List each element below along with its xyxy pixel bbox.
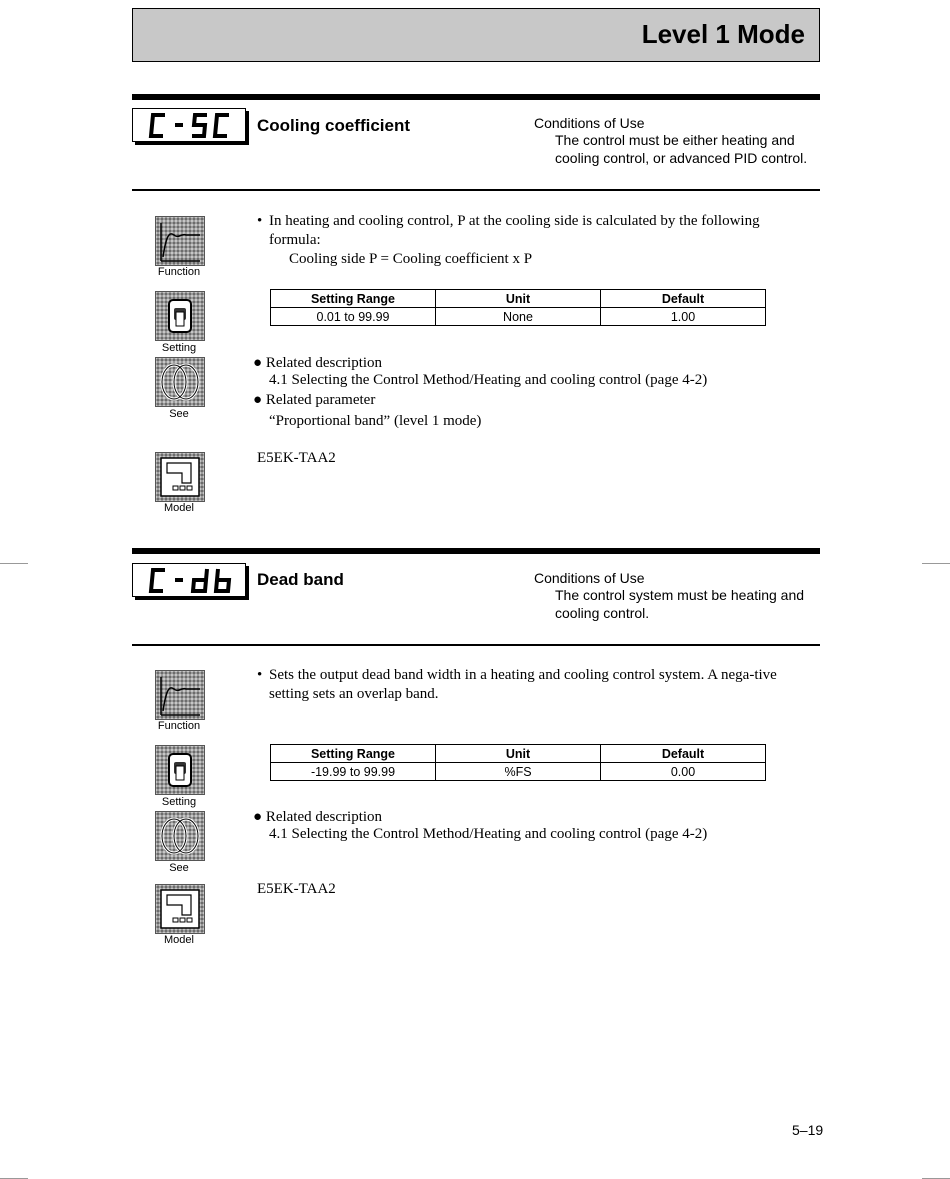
display-code-c-db	[133, 564, 245, 596]
model-name: E5EK-TAA2	[257, 450, 336, 466]
conditions-text: The control must be either heating and cooling control, or advanced PID control.	[555, 132, 808, 166]
function-icon-label: Function	[157, 720, 201, 732]
section-title: Cooling coefficient	[257, 116, 410, 135]
model-icon	[155, 452, 205, 502]
related-parameter-label: Related parameter	[265, 392, 376, 408]
setting-icon	[155, 291, 205, 341]
bullet-dot-icon: ●	[253, 392, 263, 408]
function-bullet-text: In heating and cooling control, P at the cooling side is calculated by the following formula:	[269, 213, 760, 248]
page-number: 5–19	[792, 1122, 824, 1138]
crop-mark	[922, 563, 950, 564]
function-icon	[155, 216, 205, 266]
formula: Cooling side P = Cooling coefficient x P	[289, 251, 533, 267]
section-title: Dead band	[257, 570, 344, 589]
function-icon	[155, 670, 205, 720]
section-rule-top	[132, 548, 820, 554]
related-description-label: Related description	[265, 809, 383, 825]
table-cell: 1.00	[601, 308, 766, 326]
header-banner	[132, 8, 820, 62]
setting-icon-label: Setting	[161, 342, 197, 354]
table-cell: 0.00	[601, 763, 766, 781]
section-rule-bottom	[132, 644, 820, 646]
related-description-label: Related description	[265, 355, 383, 371]
see-icon	[155, 811, 205, 861]
related-parameter: “Proportional band” (level 1 mode)	[269, 413, 482, 429]
related-description: 4.1 Selecting the Control Method/Heating and cooling control (page 4-2)	[269, 826, 708, 842]
crop-mark	[0, 563, 28, 564]
table-header: Unit	[436, 290, 601, 308]
conditions-label: Conditions of Use	[534, 570, 645, 586]
function-bullet-text: Sets the output dead band width in a heating and cooling control system. A nega-tive setting sets an overlap band.	[269, 667, 777, 702]
page-title: Level 1 Mode	[641, 19, 805, 49]
see-icon-label: See	[169, 862, 189, 874]
table-cell: -19.99 to 99.99	[271, 763, 436, 781]
setting-icon	[155, 745, 205, 795]
display-code-box	[132, 563, 246, 597]
setting-table	[270, 744, 766, 781]
table-header: Unit	[436, 745, 601, 763]
conditions-text: The control system must be heating and cooling control.	[555, 587, 805, 621]
conditions-label: Conditions of Use	[534, 115, 645, 131]
section-rule-top	[132, 94, 820, 100]
setting-table	[270, 289, 766, 326]
table-header-row	[271, 745, 766, 763]
bullet-dot-icon: ●	[253, 809, 263, 825]
table-cell: %FS	[436, 763, 601, 781]
function-icon-label: Function	[157, 266, 201, 278]
table-row	[271, 308, 766, 326]
table-header: Default	[601, 745, 766, 763]
display-code-c-sc	[133, 109, 245, 141]
see-icon-label: See	[169, 408, 189, 420]
related-parameter-heading	[253, 391, 375, 410]
bullet-dot-icon: ●	[253, 355, 263, 371]
section-rule-bottom	[132, 189, 820, 191]
model-icon-label: Model	[164, 934, 194, 946]
model-icon-label: Model	[164, 502, 194, 514]
model-icon	[155, 884, 205, 934]
table-header-row	[271, 290, 766, 308]
display-code-box	[132, 108, 246, 142]
related-description: 4.1 Selecting the Control Method/Heating and cooling control (page 4-2)	[269, 372, 708, 388]
table-row	[271, 763, 766, 781]
table-header: Default	[601, 290, 766, 308]
setting-icon-label: Setting	[161, 796, 197, 808]
table-header: Setting Range	[271, 745, 436, 763]
function-description: • Sets the output dead band width in a heating and cooling control system. A nega-tive setting sets an overlap band.	[257, 667, 777, 702]
table-cell: 0.01 to 99.99	[271, 308, 436, 326]
table-header: Setting Range	[271, 290, 436, 308]
function-description: • In heating and cooling control, P at the cooling side is calculated by the following formula:	[257, 213, 760, 248]
see-icon	[155, 357, 205, 407]
table-cell: None	[436, 308, 601, 326]
model-name: E5EK-TAA2	[257, 881, 336, 897]
